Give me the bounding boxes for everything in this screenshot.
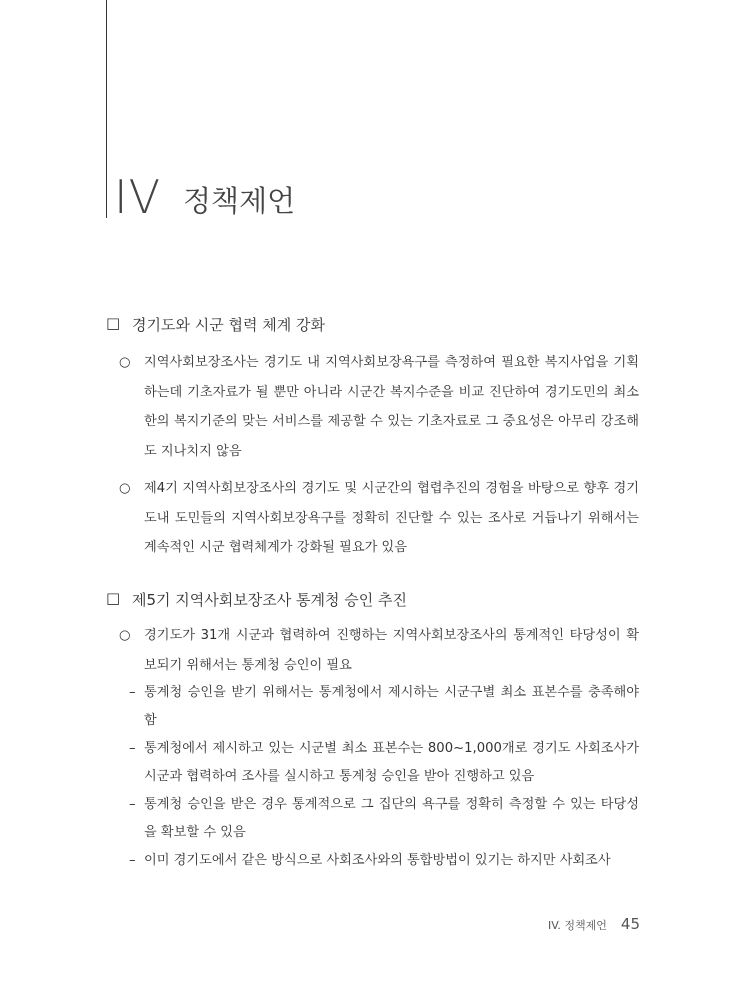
chapter-title: 정책제언: [183, 184, 296, 218]
page-footer: [505, 915, 640, 933]
page-number: 45: [620, 915, 640, 933]
sub-list-item: [129, 679, 639, 735]
circle-bullet: ○: [119, 355, 131, 370]
sub-list-item: [129, 735, 639, 791]
sub-list-item: [129, 847, 639, 875]
dash-bullet: –: [129, 797, 136, 812]
section-bullet: □: [106, 589, 121, 607]
chapter-header: [114, 160, 296, 224]
sub-list-item-text: 통계청에서 제시하고 있는 시군별 최소 표본수는 800~1,000개로 경기도 사회조사가 시군과 협력하여 조사를 실시하고 통계청 승인을 받아 진행하고 있음: [144, 741, 639, 784]
section-heading-text: 제5기 지역사회보장조사 통계청 승인 추진: [132, 591, 407, 609]
sub-list-item-text: 통계청 승인을 받기 위해서는 통계청에서 제시하는 시군구별 최소 표본수를 충족해야 함: [144, 685, 639, 728]
section-heading-2: [106, 589, 407, 610]
circle-bullet: ○: [119, 481, 131, 496]
chapter-divider-line: [106, 0, 107, 218]
list-item: [119, 348, 639, 466]
chapter-number: IV: [114, 170, 162, 224]
dash-bullet: –: [129, 853, 136, 868]
dash-bullet: –: [129, 685, 136, 700]
sub-list-item-text: 이미 경기도에서 같은 방식으로 사회조사와의 통합방법이 있기는 하지만 사회조사: [144, 853, 611, 868]
sub-list-item-text: 통계청 승인을 받은 경우 통계적으로 그 집단의 욕구를 정확히 측정할 수 있는 타당성을 확보할 수 있음: [144, 797, 639, 840]
list-item-text: 경기도가 31개 시군과 협력하여 진행하는 지역사회보장조사의 통계적인 타당성이 확보되기 위해서는 통계청 승인이 필요: [144, 628, 639, 673]
circle-bullet: ○: [119, 628, 131, 643]
list-item: [119, 474, 639, 563]
list-item-text: 지역사회보장조사는 경기도 내 지역사회보장욕구를 측정하여 필요한 복지사업을 기획하는데 기초자료가 될 뿐만 아니라 시군간 복지수준을 비교 진단하여 경기도민의 최소한의 복지기준의 맞는 서비스를 제공할 수 있는 기초자료로 그 중요성은 아무리 강조해도 지나치지 않음: [144, 355, 639, 459]
list-item-text: 제4기 지역사회보장조사의 경기도 및 시군간의 협렵추진의 경험을 바탕으로 향후 경기도내 도민들의 지역사회보장욕구를 정확히 진단할 수 있는 조사로 거듭나기 위해서는 계속적인 시군 협력체계가 강화될 필요가 있음: [144, 481, 639, 555]
section-bullet: □: [106, 314, 121, 332]
dash-bullet: –: [129, 741, 136, 756]
footer-chapter-label: IV. 정책제언: [548, 919, 607, 932]
sub-list-item: [129, 791, 639, 847]
section-heading-1: [106, 314, 325, 335]
list-item: [119, 621, 639, 680]
section-heading-text: 경기도와 시군 협력 체계 강화: [132, 316, 325, 334]
